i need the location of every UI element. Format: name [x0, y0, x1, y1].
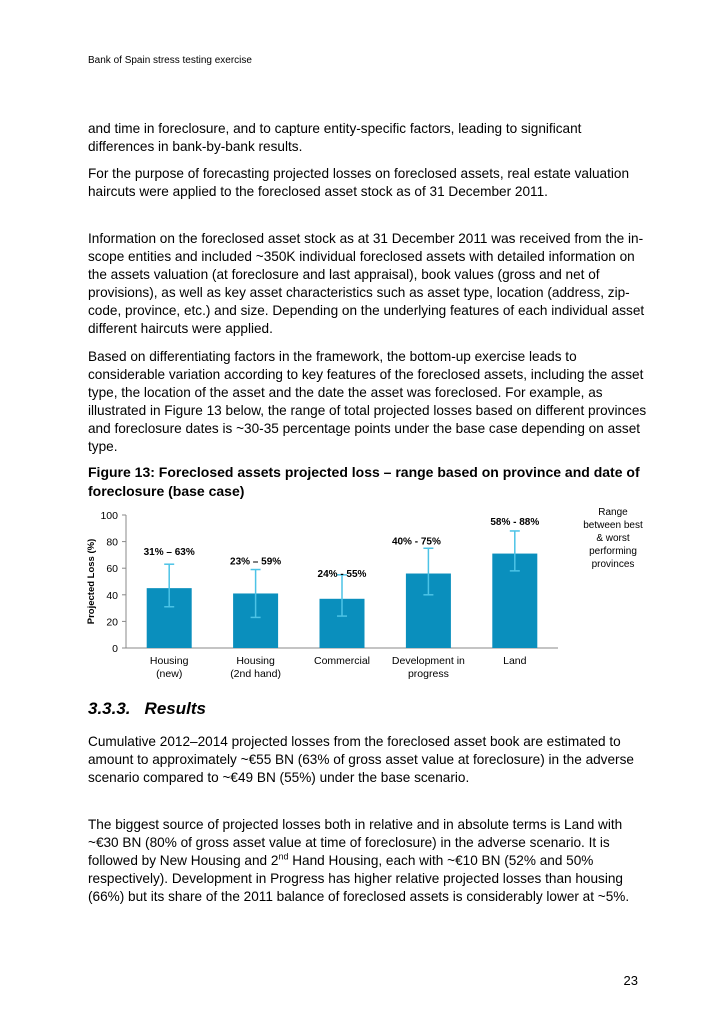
paragraph-6-part-b: Hand Housing, each with ~€10 BN (52% and 50% respectively). Development in Progress has higher relative projected losses than housing (66%) but its share of the 2011 balance of foreclosed assets is considerably lower at ~5%.	[88, 853, 630, 904]
y-tick-label: 40	[106, 589, 118, 602]
legend-note-line-1: between best	[583, 520, 643, 531]
y-tick-label: 80	[106, 536, 118, 549]
range-label-3: 40% - 75%	[391, 536, 441, 548]
y-tick-label: 0	[112, 643, 118, 655]
legend-note-line-2: & worst	[596, 533, 630, 544]
paragraph-6-part-a: The biggest source of projected losses both in relative and in absolute terms is Land with ~€30 BN (80% of gross asset value at time of foreclosure) in the adverse scenario. It is followed by New Housing and 2	[88, 817, 623, 868]
category-label-0-1: (new)	[156, 668, 183, 680]
projected-loss-chart	[78, 505, 658, 690]
range-label-4: 58% - 88%	[490, 516, 540, 528]
paragraph-2: For the purpose of forecasting projected losses on foreclosed assets, real estate valuation haircuts were applied to the foreclosed asset stock as of 31 December 2011.	[88, 166, 630, 199]
paragraph-4: Based on differentiating factors in the framework, the bottom-up exercise leads to considerable variation according to key features of the foreclosed assets, including the asset type, the location of the asset and the date the asset was foreclosed. For example, as illustrated in Figure 13 below, the range of total projected losses based on different provinces and foreclosure dates is ~30-35 percentage points under the base case depending on asset type.	[88, 349, 647, 454]
page-number: 23	[623, 973, 638, 988]
y-tick-label: 60	[106, 563, 118, 576]
superscript-nd: nd	[278, 851, 289, 862]
paragraph-5: Cumulative 2012–2014 projected losses from the foreclosed asset book are estimated to amount to approximately ~€55 BN (63% of gross asset value at foreclosure) in the adverse scenario compared to ~€49 BN (55%) under the base scenario.	[88, 734, 634, 785]
category-label-1-0: Housing	[236, 655, 275, 667]
range-label-2: 24% - 55%	[317, 568, 367, 580]
range-label-1: 23% – 59%	[230, 556, 282, 568]
category-label-2-0: Commercial	[313, 655, 371, 667]
legend-note-line-3: performing	[589, 546, 637, 557]
figure-title: Figure 13: Foreclosed assets projected loss – range based on province and date of foreclosure (base case)	[88, 464, 640, 499]
section-number: 3.3.3.	[88, 699, 131, 718]
legend-note-line-4: provinces	[591, 559, 635, 570]
range-label-0: 31% – 63%	[143, 547, 195, 559]
paragraph-1: and time in foreclosure, and to capture entity-specific factors, leading to significant differences in bank-by-bank results.	[88, 121, 582, 154]
section-heading	[88, 699, 206, 719]
running-header: Bank of Spain stress testing exercise	[88, 55, 252, 66]
category-label-1-1: (2nd hand)	[230, 668, 281, 680]
legend-note-line-0: Range	[598, 507, 628, 518]
section-title: Results	[144, 699, 206, 718]
y-axis-title: Projected Loss (%)	[86, 538, 97, 625]
y-tick-label: 20	[106, 616, 118, 629]
category-label-3-0: Development in	[391, 655, 465, 667]
y-tick-label: 100	[100, 510, 118, 522]
category-label-4-0: Land	[503, 655, 527, 667]
paragraph-3: Information on the foreclosed asset stock as at 31 December 2011 was received from the in-scope entities and included ~350K individual foreclosed assets with detailed information on the assets valuation (at foreclosure and last appraisal), book values (gross and net of provisions), as well as key asset characteristics such as asset type, location (address, zip-code, province, etc.) and size. Depending on the underlying features of each individual asset different haircuts were applied.	[88, 231, 645, 336]
category-label-0-0: Housing	[149, 655, 189, 667]
paragraph-6	[88, 816, 648, 906]
category-label-3-1: progress	[407, 668, 449, 680]
